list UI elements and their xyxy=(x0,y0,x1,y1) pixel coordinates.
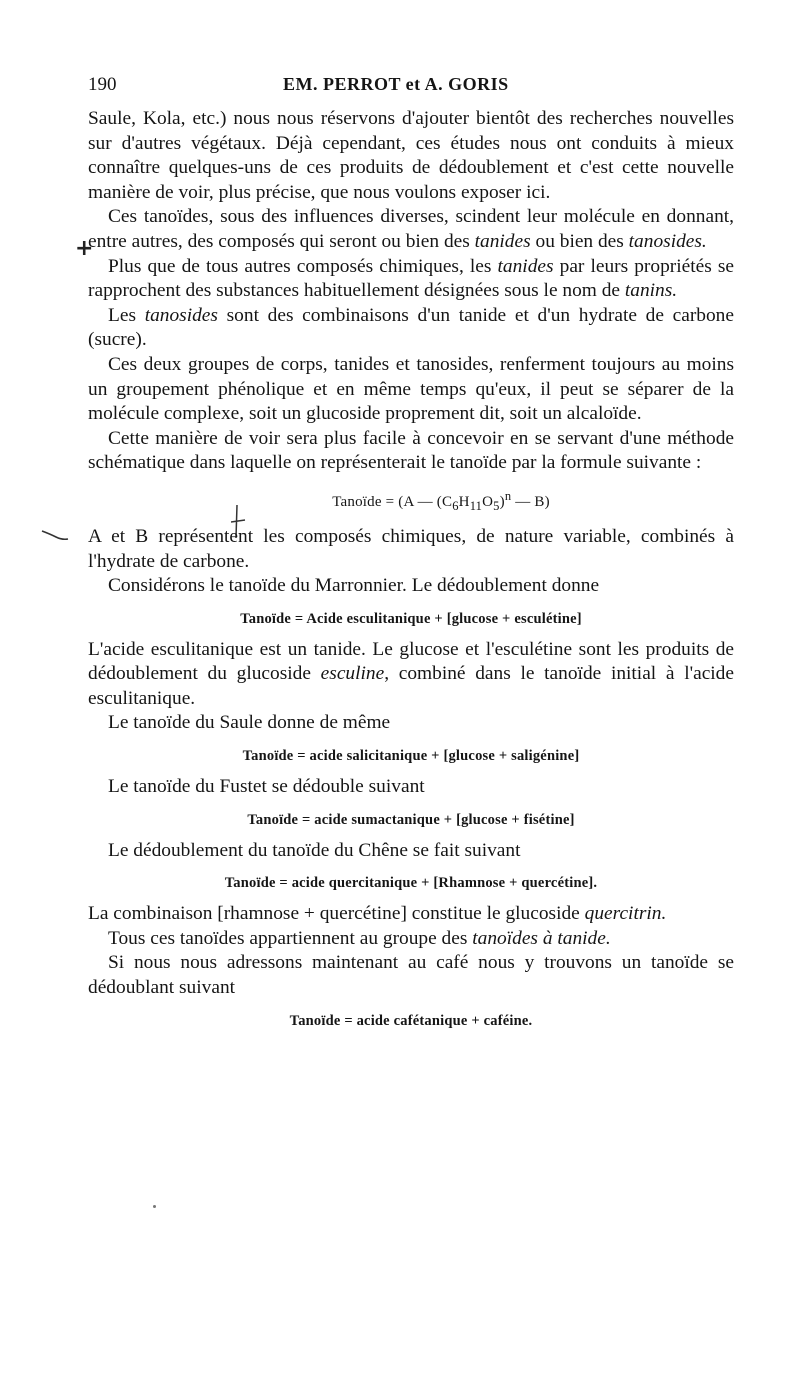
paragraph: Considérons le tanoïde du Marronnier. Le dédoublement donne xyxy=(108,575,600,597)
formula-saule: Tanoïde = acide salicitanique + [glucose + saligénine] xyxy=(242,748,580,765)
paragraph: Le dédoublement du tanoïde du Chêne se fait suivant xyxy=(108,839,521,861)
paragraph: Le tanoïde du Fustet se dédouble suivant xyxy=(108,776,425,798)
running-head: EM. PERROT et A. GORIS xyxy=(283,74,509,94)
paragraph: L'acide esculitanique est un tanide. Le glucose et l'esculétine sont les produits de dédoublement du glucoside esculine, combiné dans le tanoïde initial à l'acide esculitanique. xyxy=(88,638,734,709)
stray-dot xyxy=(153,1205,156,1208)
formula-tanoide-schema: Tanoïde = (A — $(C_6H_{11}O_5)^n$ — B) xyxy=(332,488,550,513)
paragraph: Les tanosides sont des combinaisons d'un tanide et d'un hydrate de carbone (sucre). xyxy=(88,304,734,351)
paragraph: Plus que de tous autres composés chimiques, les tanides par leurs propriétés se rapprochent des substances habituellement désignées sous le nom de tanins. xyxy=(88,255,734,302)
margin-annotation-icon xyxy=(40,528,70,544)
paragraph: Le tanoïde du Saule donne de même xyxy=(108,712,391,734)
paragraph: Tous ces tanoïdes appartiennent au groupe des tanoïdes à tanide. xyxy=(108,927,611,949)
formula-marronnier: Tanoïde = Acide esculitanique + [glucose + esculétine] xyxy=(240,610,582,627)
paragraph: La combinaison [rhamnose + quercétine] constitue le glucoside quercitrin. xyxy=(88,903,667,925)
paragraph: Saule, Kola, etc.) nous nous réservons d'ajouter bientôt des recherches nouvelles sur d'autres végétaux. Déjà cependant, ces études nous ont conduits à mieux connaître quelques-uns de ces produits de dédoublement et c'est cette nouvelle manière de voir, plus précise, que nous voulons exposer ici. xyxy=(88,108,734,203)
page-number: 190 xyxy=(88,74,117,95)
paragraph: Cette manière de voir sera plus facile à concevoir en se servant d'une méthode schématique dans laquelle on représenterait le tanoïde par la formule suivante : xyxy=(88,427,734,474)
formula-chene: Tanoïde = acide quercitanique + [Rhamnose + quercétine]. xyxy=(224,875,598,892)
paragraph: Ces tanoïdes, sous des influences diverses, scindent leur molécule en donnant, entre autres, des composés qui seront ou bien des tanides ou bien des tanosides. xyxy=(88,206,734,252)
formula-cafe: Tanoïde = acide cafétanique + caféine. xyxy=(289,1012,533,1029)
formula-fustet: Tanoïde = acide sumactanique + [glucose + fisétine] xyxy=(247,811,575,828)
page-header xyxy=(88,68,734,102)
paragraph: Ces deux groupes de corps, tanides et tanosides, renferment toujours au moins un groupement phénolique et en même temps qu'eux, il peut se séparer de la molécule complexe, soit un glucoside proprement dit, soit un alcaloïde. xyxy=(88,353,734,425)
margin-plus-mark: + xyxy=(75,236,94,261)
paragraph: A et B représentent les composés chimiques, de nature variable, combinés à l'hydrate de carbone. xyxy=(88,525,734,572)
page-body xyxy=(88,107,734,1040)
paragraph: Si nous nous adressons maintenant au café nous y trouvons un tanoïde se dédoublant suivant xyxy=(88,952,734,999)
